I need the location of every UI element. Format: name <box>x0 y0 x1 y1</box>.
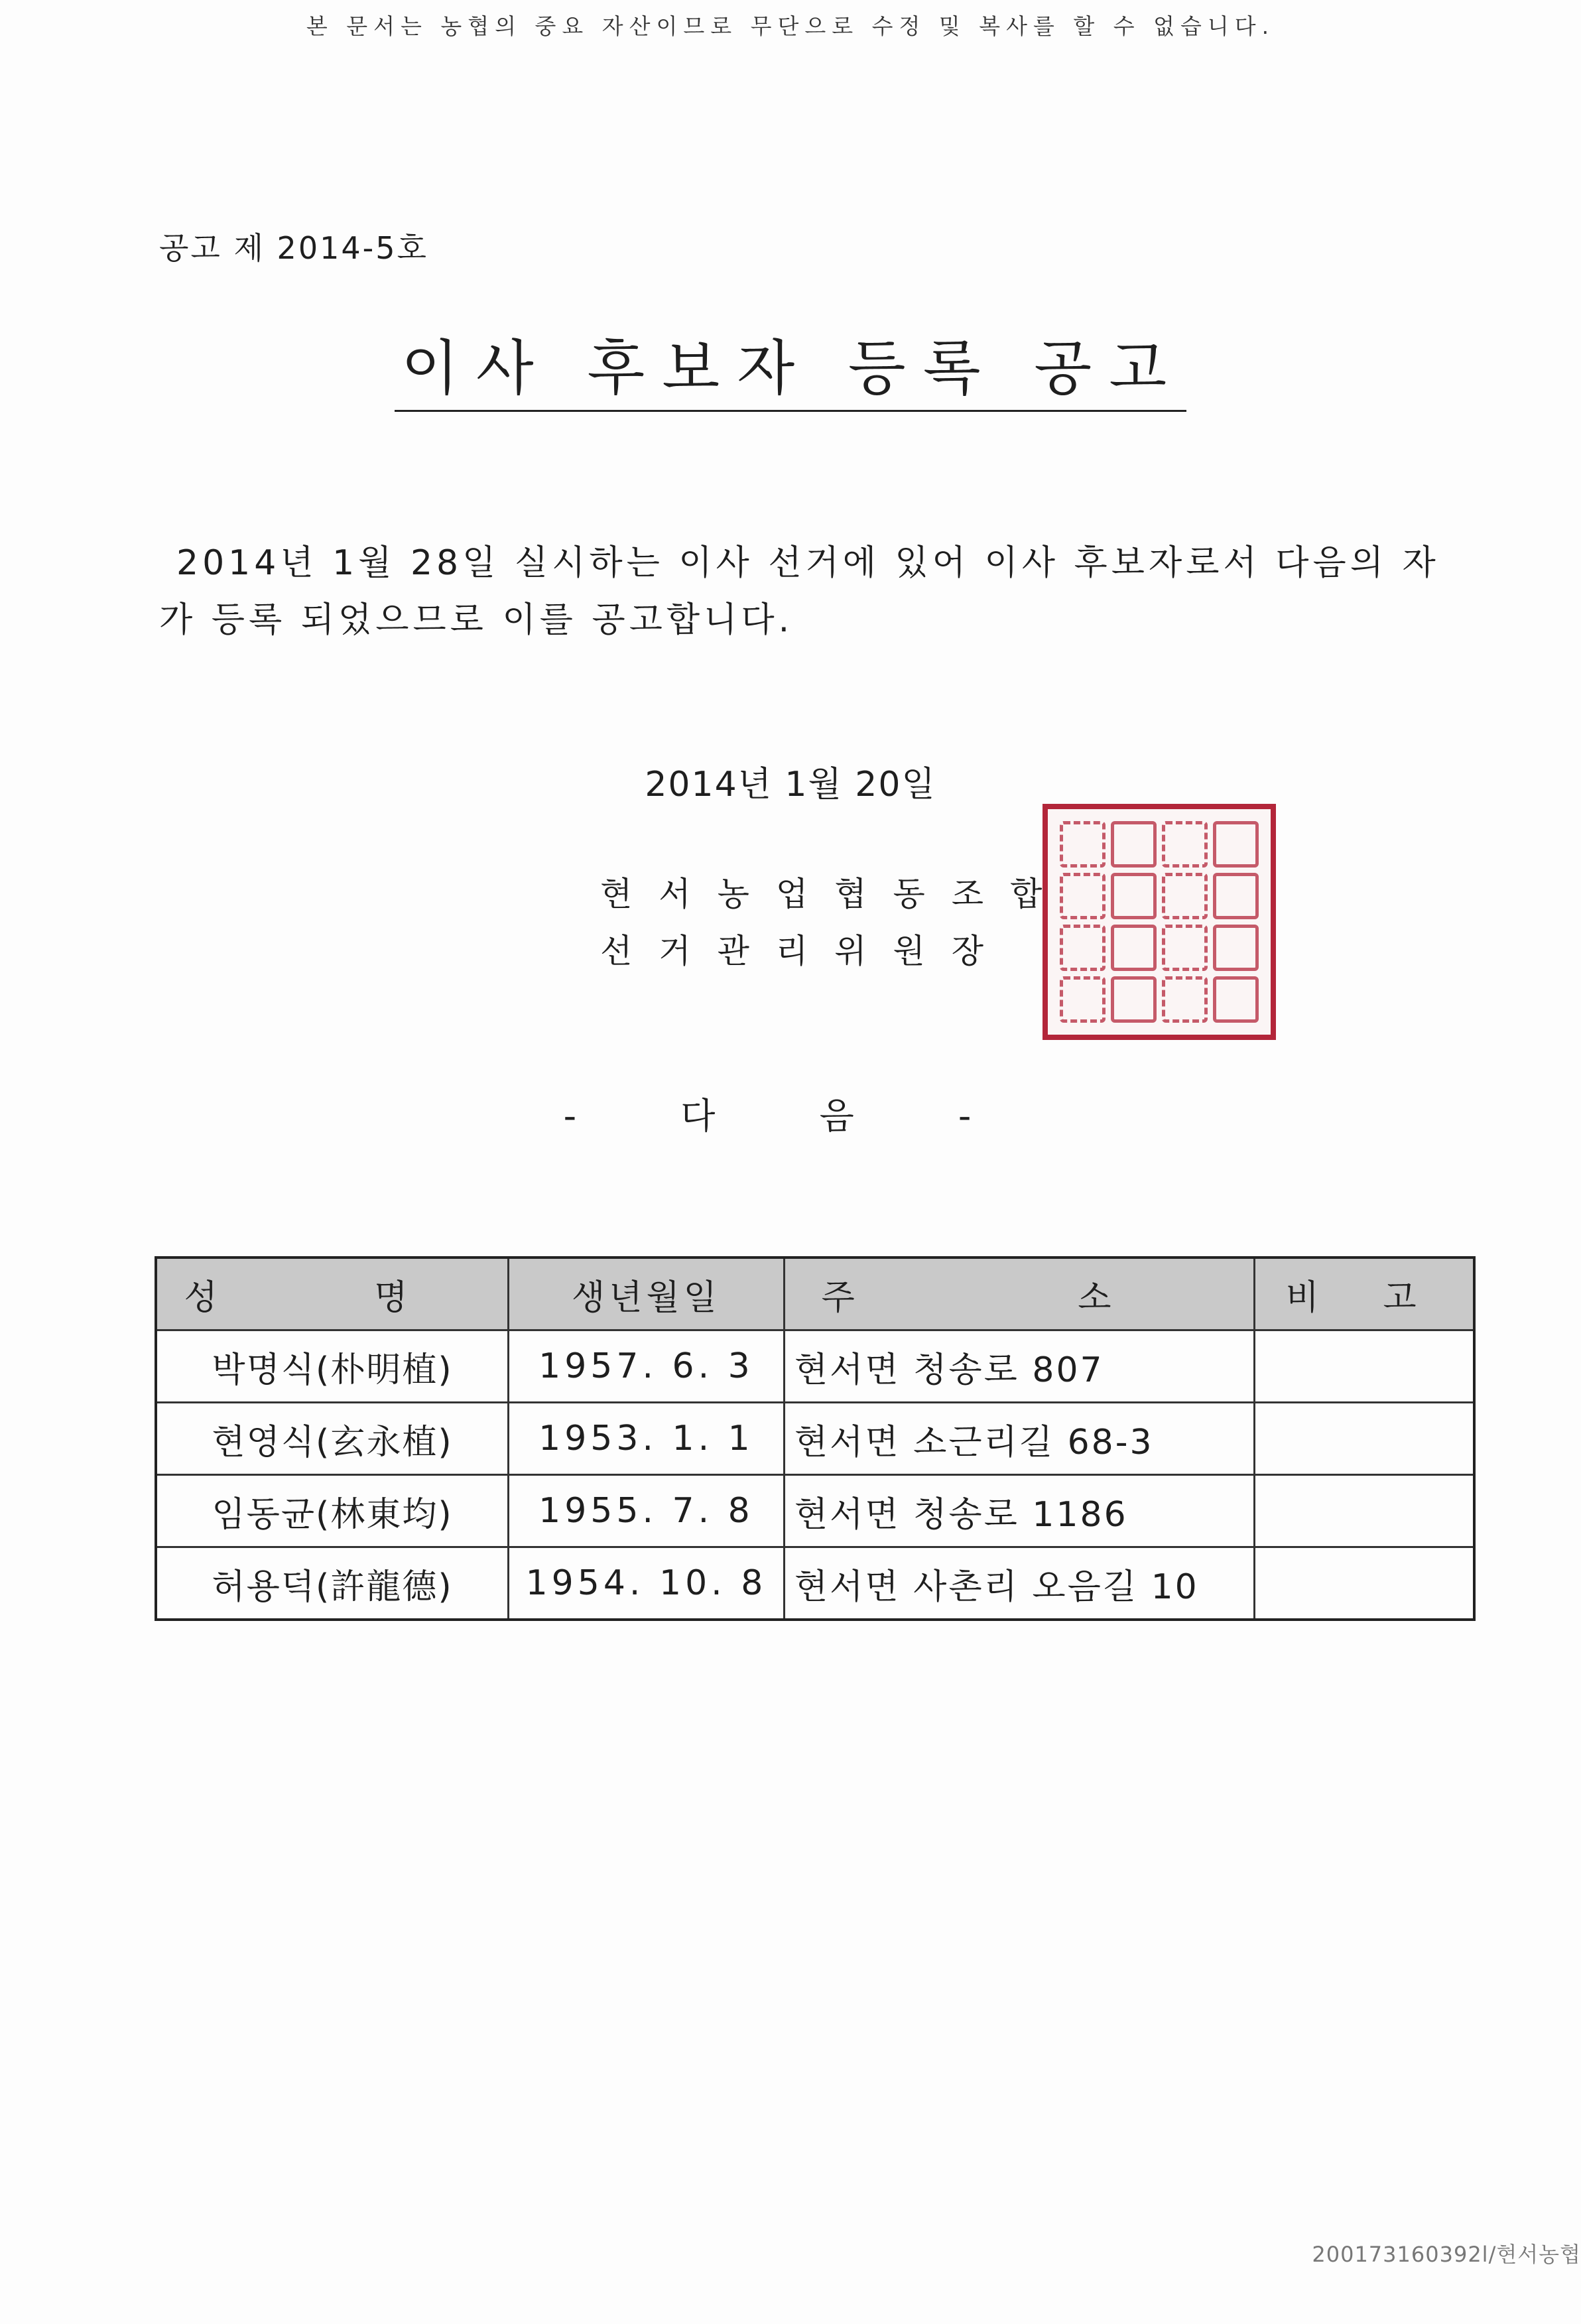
seal-pattern <box>1060 821 1259 1023</box>
cell-address: 현서면 사촌리 오음길 10 <box>784 1547 1254 1620</box>
section-heading-next: - 다 음 - <box>563 1095 1018 1137</box>
cell-note <box>1255 1403 1474 1475</box>
column-header-name: 성 명 <box>156 1258 509 1330</box>
page-title-text: 이사 후보자 등록 공고 <box>395 320 1186 412</box>
cell-address: 현서면 소근리길 68-3 <box>784 1403 1254 1475</box>
candidates-table <box>155 1256 1476 1621</box>
cell-address: 현서면 청송로 1186 <box>784 1475 1254 1547</box>
body-paragraph: 2014년 1월 28일 실시하는 이사 선거에 있어 이사 후보자로서 다음의 자가 등록 되었으므로 이를 공고합니다. <box>159 543 1440 640</box>
notice-date: 2014년 1월 20일 <box>645 765 936 805</box>
cell-name: 현영식(玄永植) <box>156 1403 509 1475</box>
issuer-title: 선거관리위원장 <box>600 932 1011 970</box>
header-notice: 본 문서는 농협의 중요 자산이므로 무단으로 수정 및 복사를 할 수 없습니다. <box>306 13 1275 39</box>
document-id-footer: 200173160392l/현서농협 <box>1312 2242 1581 2267</box>
cell-address: 현서면 청송로 807 <box>784 1330 1254 1403</box>
table-row <box>156 1330 1474 1403</box>
cell-name: 허용덕(許龍德) <box>156 1547 509 1620</box>
cell-note <box>1255 1547 1474 1620</box>
table-row <box>156 1475 1474 1547</box>
cell-note <box>1255 1475 1474 1547</box>
column-header-birthdate: 생년월일 <box>509 1258 785 1330</box>
notice-number: 공고 제 2014-5호 <box>159 230 428 266</box>
table-row <box>156 1547 1474 1620</box>
cell-name: 박명식(朴明植) <box>156 1330 509 1403</box>
cell-note <box>1255 1330 1474 1403</box>
cell-birthdate: 1953. 1. 1 <box>509 1403 785 1475</box>
column-header-address: 주 소 <box>784 1258 1254 1330</box>
cell-birthdate: 1954. 10. 8 <box>509 1547 785 1620</box>
page-title <box>0 320 1581 412</box>
cell-birthdate: 1955. 7. 8 <box>509 1475 785 1547</box>
cell-name: 임동균(林東均) <box>156 1475 509 1547</box>
table-row <box>156 1403 1474 1475</box>
official-seal-stamp <box>1043 804 1276 1040</box>
column-header-note: 비 고 <box>1255 1258 1474 1330</box>
cell-birthdate: 1957. 6. 3 <box>509 1330 785 1403</box>
table-header-row <box>156 1258 1474 1330</box>
issuer-organization: 현서농업협동조합 <box>600 875 1069 913</box>
